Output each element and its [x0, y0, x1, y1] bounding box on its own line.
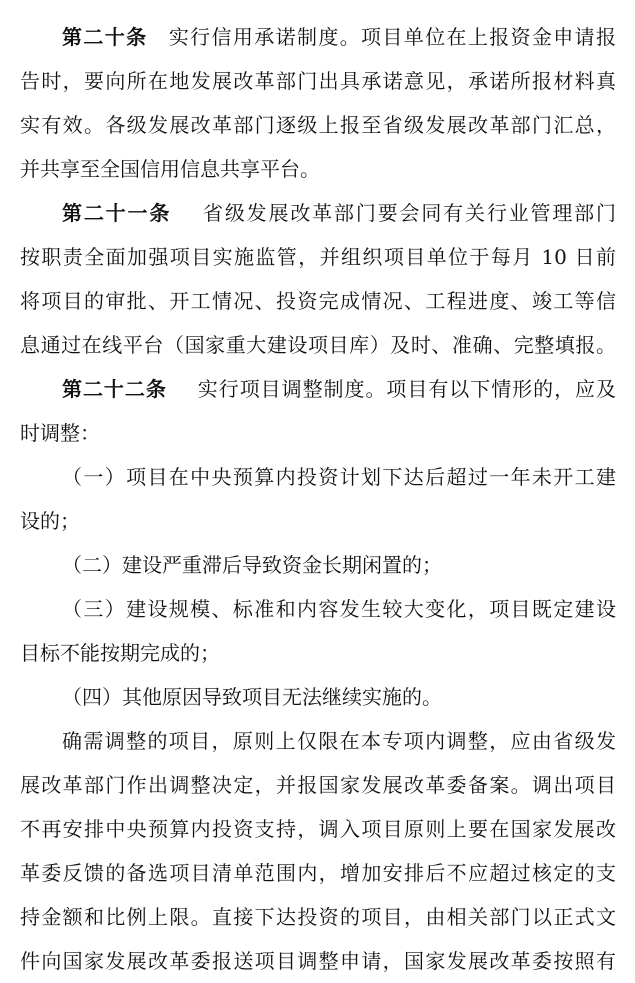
- article-20-line-2: 告时，要向所在地发展改革部门出具承诺意见，承诺所报材料真: [20, 69, 616, 93]
- article-20-line-3: 实有效。各级发展改革部门逐级上报至省级发展改革部门汇总，: [20, 113, 616, 137]
- article-21-heading: 第二十一条: [62, 201, 172, 225]
- paragraph-line-5: 持金额和比例上限。直接下达投资的项目，由相关部门以正式文: [20, 905, 616, 929]
- article-21-line-2: 按职责全面加强项目实施监管，并组织项目单位于每月 10 日前: [20, 245, 616, 269]
- article-20-heading: 第二十条: [62, 25, 148, 49]
- article-20-line-1: [62, 15, 616, 59]
- item-1-line-1: （一）项目在中央预算内投资计划下达后超过一年未开工建: [62, 465, 616, 489]
- paragraph-line-2: 展改革部门作出调整决定，并报国家发展改革委备案。调出项目: [20, 773, 616, 797]
- article-22-text: 实行项目调整制度。项目有以下情形的，应及: [196, 377, 617, 401]
- paragraph-line-6: 件向国家发展改革委报送项目调整申请，国家发展改革委按照有: [20, 949, 616, 973]
- article-20-line-4: 并共享至全国信用信息共享平台。: [20, 157, 320, 181]
- article-21-line-4: 息通过在线平台（国家重大建设项目库）及时、准确、完整填报。: [20, 333, 616, 357]
- item-3-line-1: （三）建设规模、标准和内容发生较大变化，项目既定建设: [62, 597, 616, 621]
- item-1-line-2: 设的；: [20, 509, 80, 533]
- item-4-line-1: （四）其他原因导致项目无法继续实施的。: [62, 685, 442, 709]
- article-20-text: 实行信用承诺制度。项目单位在上报资金申请报: [167, 25, 617, 49]
- article-21-text: 省级发展改革部门要会同有关行业管理部门: [201, 201, 617, 225]
- article-22-heading: 第二十二条: [62, 377, 167, 401]
- article-22-line-1: [62, 367, 616, 411]
- article-21-line-1: [62, 191, 616, 235]
- article-21-line-3: 将项目的审批、开工情况、投资完成情况、工程进度、竣工等信: [20, 289, 616, 313]
- item-3-line-2: 目标不能按期完成的；: [20, 641, 220, 665]
- paragraph-line-4: 革委反馈的备选项目清单范围内，增加安排后不应超过核定的支: [20, 861, 616, 885]
- item-2-line-1: （二）建设严重滞后导致资金长期闲置的；: [62, 553, 442, 577]
- article-22-line-2: 时调整：: [20, 421, 100, 445]
- paragraph-line-1: 确需调整的项目，原则上仅限在本专项内调整，应由省级发: [62, 729, 616, 753]
- paragraph-line-3: 不再安排中央预算内投资支持，调入项目原则上要在国家发展改: [20, 817, 616, 841]
